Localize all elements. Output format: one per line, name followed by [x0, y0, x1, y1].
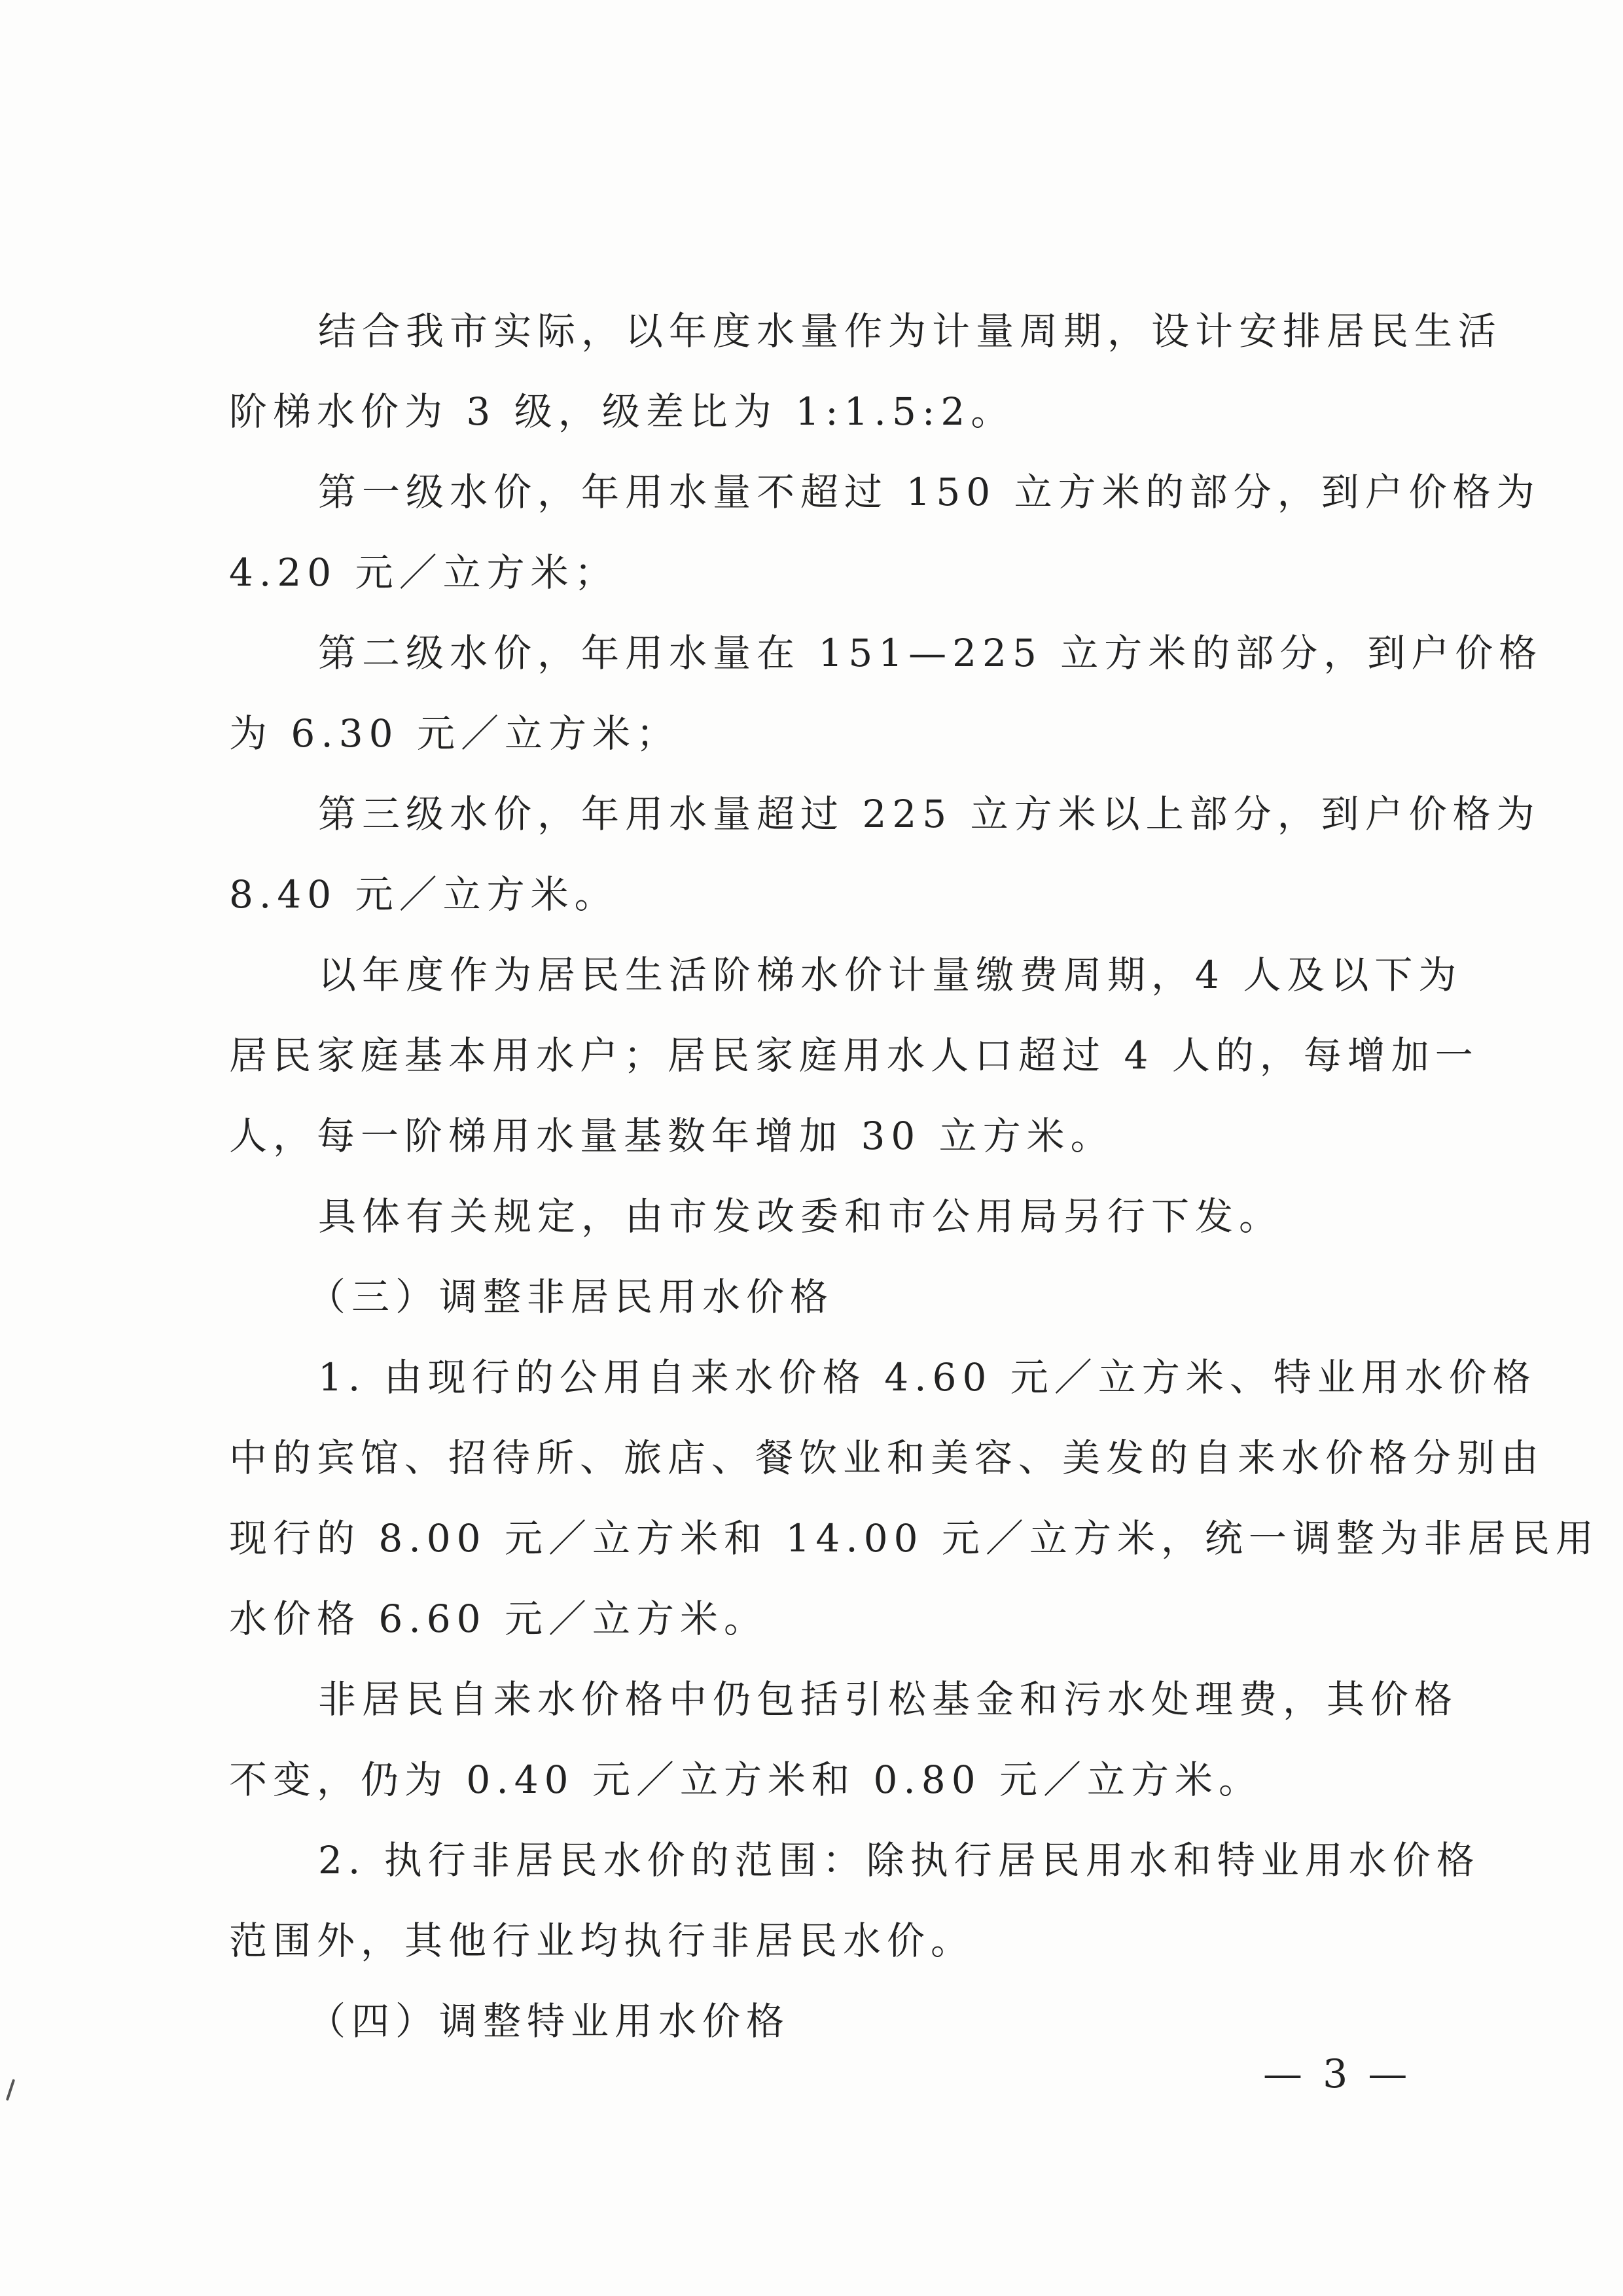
paragraph-line: 现行的 8.00 元／立方米和 14.00 元／立方米，统一调整为非居民用 — [229, 1516, 1599, 1561]
paragraph-line: 人，每一阶梯用水量基数年增加 30 立方米。 — [229, 1114, 1115, 1158]
paragraph-line: 8.40 元／立方米。 — [229, 872, 618, 917]
page-number: — 3 — — [1263, 2051, 1412, 2097]
paragraph-line: 1. 由现行的公用自来水价格 4.60 元／立方米、特业用水价格 — [318, 1355, 1537, 1400]
paragraph-line: 以年度作为居民生活阶梯水价计量缴费周期，4 人及以下为 — [318, 953, 1463, 997]
scan-speck — [6, 2079, 15, 2101]
paragraph-line: 中的宾馆、招待所、旅店、餐饮业和美容、美发的自来水价格分别由 — [229, 1436, 1545, 1480]
paragraph-line: 阶梯水价为 3 级，级差比为 1:1.5:2。 — [229, 389, 1015, 434]
body-text — [229, 291, 1599, 2062]
paragraph-line: 具体有关规定，由市发改委和市公用局另行下发。 — [318, 1194, 1283, 1239]
paragraph-line: 水价格 6.60 元／立方米。 — [229, 1597, 768, 1641]
paragraph-line: 结合我市实际，以年度水量作为计量周期，设计安排居民生活 — [318, 309, 1503, 353]
paragraph-line: 2. 执行非居民水价的范围：除执行居民用水和特业用水价格 — [318, 1838, 1480, 1882]
section-heading: （三）调整非居民用水价格 — [308, 1275, 834, 1319]
paragraph-line: 为 6.30 元／立方米； — [229, 711, 681, 756]
section-heading: （四）调整特业用水价格 — [308, 1999, 791, 2043]
paragraph-line: 第一级水价，年用水量不超过 150 立方米的部分，到户价格为 — [318, 470, 1541, 514]
paragraph-line: 第三级水价，年用水量超过 225 立方米以上部分，到户价格为 — [318, 792, 1541, 836]
paragraph-line: 范围外，其他行业均执行非居民水价。 — [229, 1918, 975, 1963]
paragraph-line: 不变，仍为 0.40 元／立方米和 0.80 元／立方米。 — [229, 1757, 1263, 1802]
paragraph-line: 第二级水价，年用水量在 151—225 立方米的部分，到户价格 — [318, 631, 1543, 675]
paragraph-line: 4.20 元／立方米； — [229, 550, 618, 595]
paragraph-line: 居民家庭基本用水户；居民家庭用水人口超过 4 人的，每增加一 — [229, 1033, 1479, 1078]
paragraph-line: 非居民自来水价格中仍包括引松基金和污水处理费，其价格 — [318, 1677, 1459, 1722]
